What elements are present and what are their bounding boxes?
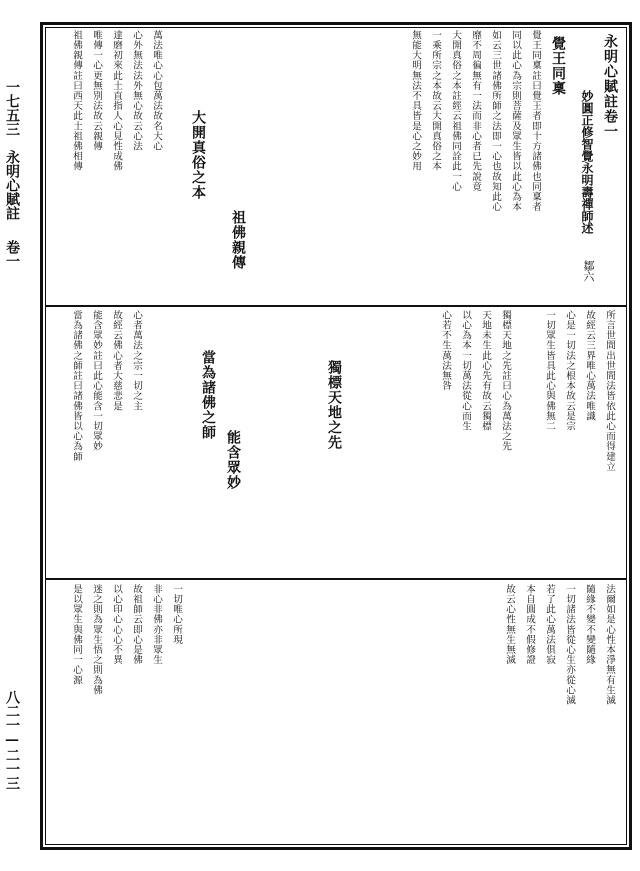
text-column: 心者萬法之宗一切之主	[131, 310, 142, 411]
text-column: 大開真俗之本註經云祖佛同詮此一心	[450, 30, 461, 192]
panel-divider-2	[45, 578, 627, 580]
text-column: 無能大明無法不具皆是心之妙用	[410, 30, 421, 172]
panel-1	[48, 30, 624, 302]
highlighted-phrase: 祖佛親傳	[230, 210, 246, 270]
author-line: 妙圓正修智覺永明壽禪師述	[580, 90, 594, 234]
text-column: 唯傳一心更無別法故云親傳	[91, 30, 102, 152]
panel-3	[48, 584, 624, 842]
text-column: 靡不周徧無有一法而非心者已先說竟	[470, 30, 481, 192]
text-column: 祖佛親傳註曰西天此土祖佛相傳	[71, 30, 82, 172]
text-column: 故經云佛心者大慈悲是	[111, 310, 122, 411]
text-column: 一切唯心所現	[171, 584, 182, 645]
book-title: 永明心賦註	[4, 150, 20, 220]
text-column: 以心為本一切萬法從心而生	[460, 310, 471, 432]
highlighted-phrase: 覺王同稟	[550, 36, 566, 96]
text-column: 一切眾生皆具此心與佛無二	[544, 310, 555, 432]
text-column: 所言世間出世間法皆依此心而得建立	[604, 310, 615, 472]
text-column: 若了此心萬法俱寂	[544, 584, 555, 665]
text-column: 故經云三界唯心萬法唯識	[584, 310, 595, 422]
text-column: 達磨初來此土直指人心見性成佛	[111, 30, 122, 172]
text-column: 是以眾生與佛同一心源	[71, 584, 82, 685]
text-column: 如云三世諸佛所師之法即一心也故知此心	[490, 30, 501, 212]
catalog-mark: 鄒六	[582, 260, 595, 282]
chapter-label: 卷一	[4, 240, 20, 268]
text-column: 非心非佛亦非眾生	[151, 584, 162, 665]
text-column: 故祖師云即心是佛	[131, 584, 142, 665]
text-column: 天地未生此心先有故云獨標	[480, 310, 491, 432]
text-column: 法爾如是心性本淨無有生滅	[604, 584, 615, 706]
highlighted-phrase: 大開真俗之本	[190, 110, 206, 200]
text-column: 獨標天地之先註曰心為萬法之先	[500, 310, 511, 452]
panel-divider-1	[45, 305, 627, 307]
text-column: 心是一切法之根本故云是宗	[564, 310, 575, 432]
text-column: 隨緣不變不變隨緣	[584, 584, 595, 665]
panel-2	[48, 310, 624, 576]
text-column: 心外無法法外無心故云心法	[131, 30, 142, 152]
text-column: 同以此心為宗則菩薩及眾生皆以此心為本	[510, 30, 521, 212]
page-number: 八二一—二一三	[4, 690, 20, 790]
text-column: 一乘所宗之本故云大開真俗之本	[430, 30, 441, 172]
text-column: 以心印心心心不異	[111, 584, 122, 665]
text-column: 一切諸法皆從心生亦從心滅	[564, 584, 575, 706]
text-column: 故云心性無生無滅	[504, 584, 515, 665]
highlighted-phrase: 獨標天地之先	[326, 360, 342, 450]
text-column: 心若不生萬法無咎	[440, 310, 451, 391]
volume-heading: 永明心賦註卷一	[602, 34, 618, 139]
highlighted-phrase: 能含眾妙	[225, 430, 241, 490]
highlighted-phrase: 當為諸佛之師	[200, 350, 216, 440]
text-column: 萬法唯心心包萬法故名大心	[151, 30, 162, 152]
text-column: 迷之則為眾生悟之則為佛	[91, 584, 102, 696]
text-column: 當為諸佛之師註曰諸佛皆以心為師	[71, 310, 82, 462]
volume-number: 一七五三	[4, 80, 20, 136]
text-column: 本自圓成不假修證	[524, 584, 535, 665]
text-column: 覺王同稟註曰覺王者即十方諸佛也同稟者	[530, 30, 541, 212]
text-column: 能含眾妙註曰此心能含一切眾妙	[91, 310, 102, 452]
